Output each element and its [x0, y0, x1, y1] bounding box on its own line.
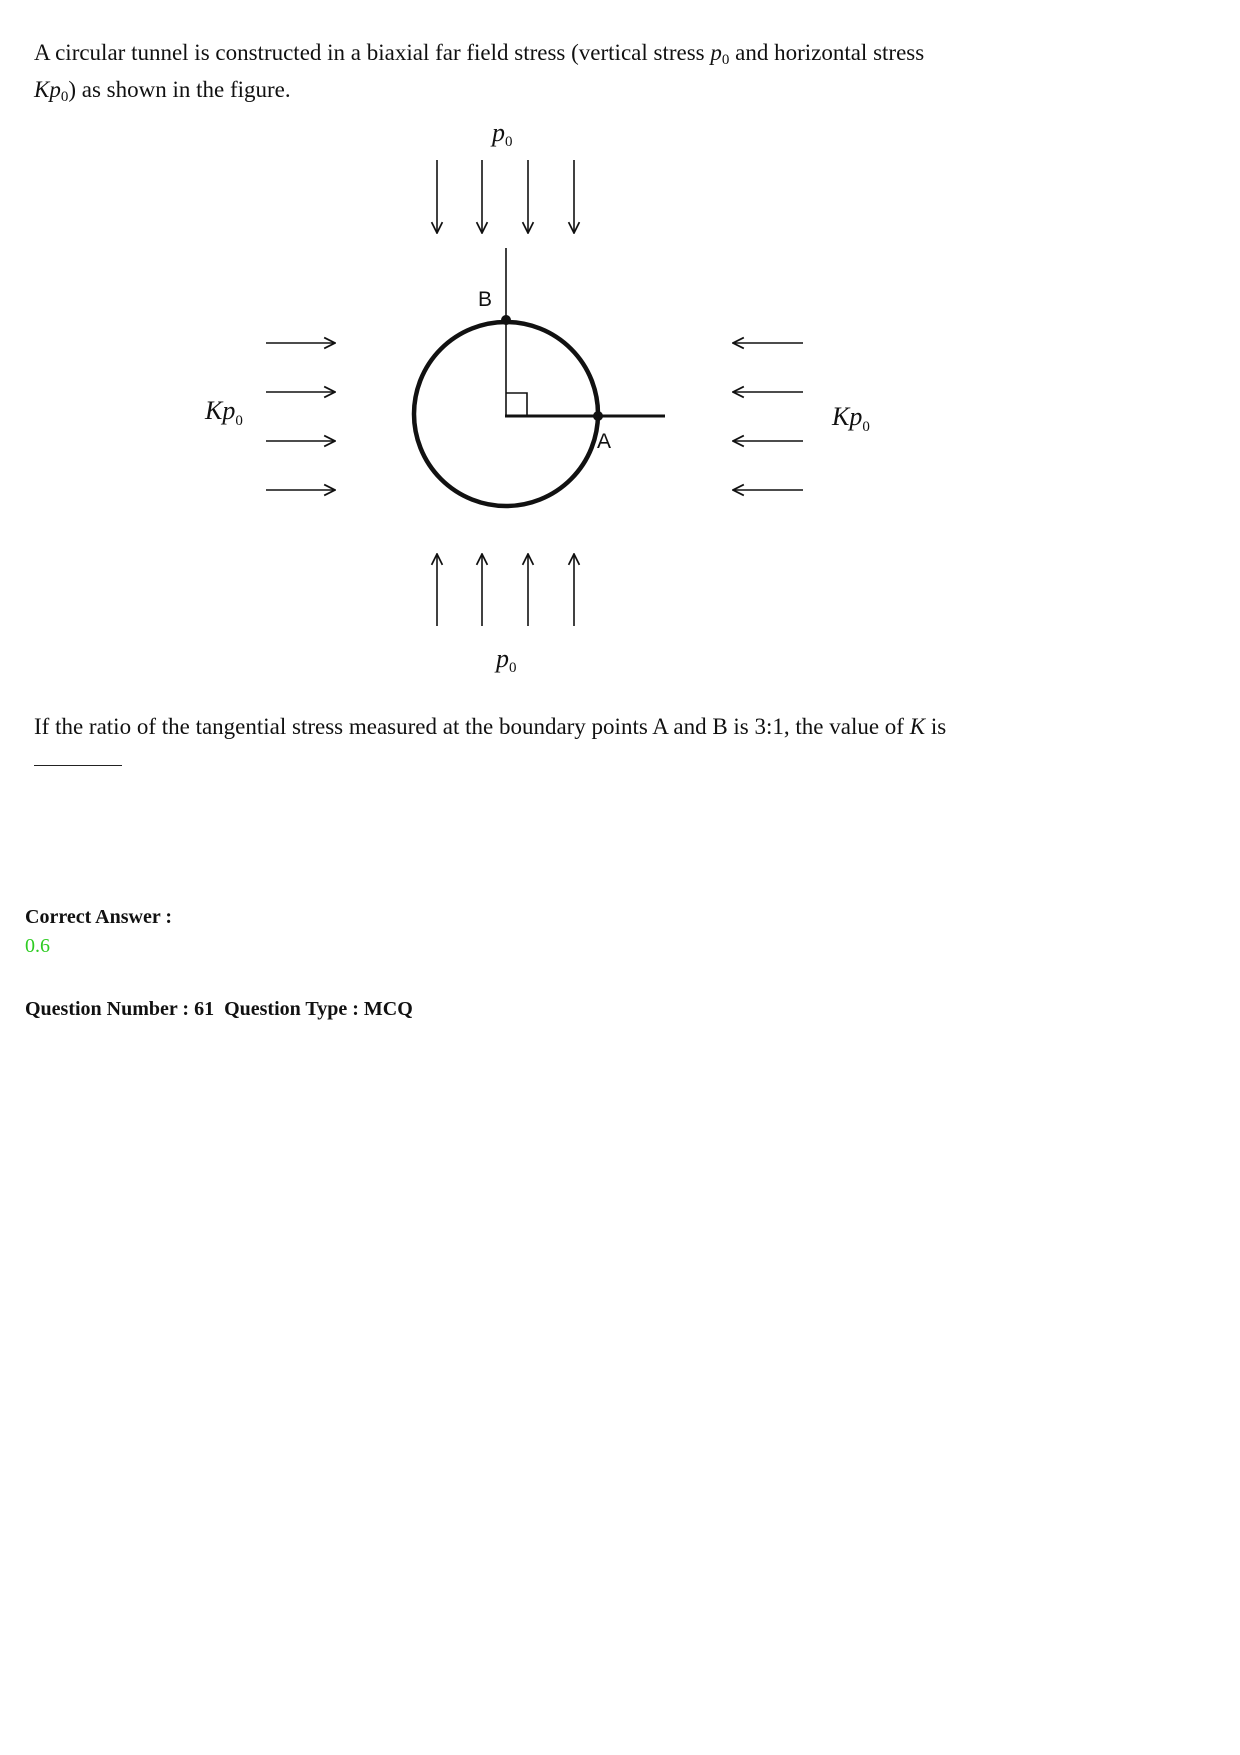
p0-symbol: $p_0$	[710, 40, 730, 68]
point-a-dot	[593, 411, 603, 421]
ratio-text-part2: is	[925, 714, 947, 739]
correct-answer-value: 0.6	[25, 935, 50, 957]
right-arrows	[733, 343, 803, 490]
answer-blank	[34, 765, 122, 766]
top-arrows	[437, 160, 574, 233]
question-meta	[25, 998, 413, 1021]
right-angle-marker	[506, 393, 527, 416]
right-stress-label: $Kp_0$	[832, 402, 870, 435]
bottom-stress-label: p0	[496, 644, 517, 676]
point-b-dot	[501, 315, 511, 325]
question-text-part2: and horizontal stress	[729, 40, 925, 65]
question-type: Question Type : MCQ	[224, 998, 413, 1020]
question-text-part3: ) as shown in the figure.	[68, 77, 291, 102]
left-arrows	[266, 343, 335, 490]
top-stress-label: p0	[492, 118, 513, 150]
correct-answer-heading: Correct Answer :	[25, 906, 172, 928]
ratio-text-part1: If the ratio of the tangential stress measured at the boundary points A and B is 3:1, the value of	[34, 714, 910, 739]
point-b-label: B	[478, 288, 493, 311]
bottom-arrows	[437, 554, 574, 626]
stress-diagram	[0, 0, 1240, 700]
ratio-question	[34, 708, 1074, 745]
question-text-part1: A circular tunnel is constructed in a biaxial far field stress (vertical stress	[34, 40, 711, 65]
question-number: Question Number : 61	[25, 998, 215, 1020]
k-symbol: K	[909, 714, 926, 739]
point-a-label: A	[597, 430, 612, 453]
kp0-symbol: $Kp_0$	[34, 77, 69, 105]
left-stress-label: $Kp_0$	[205, 396, 243, 429]
